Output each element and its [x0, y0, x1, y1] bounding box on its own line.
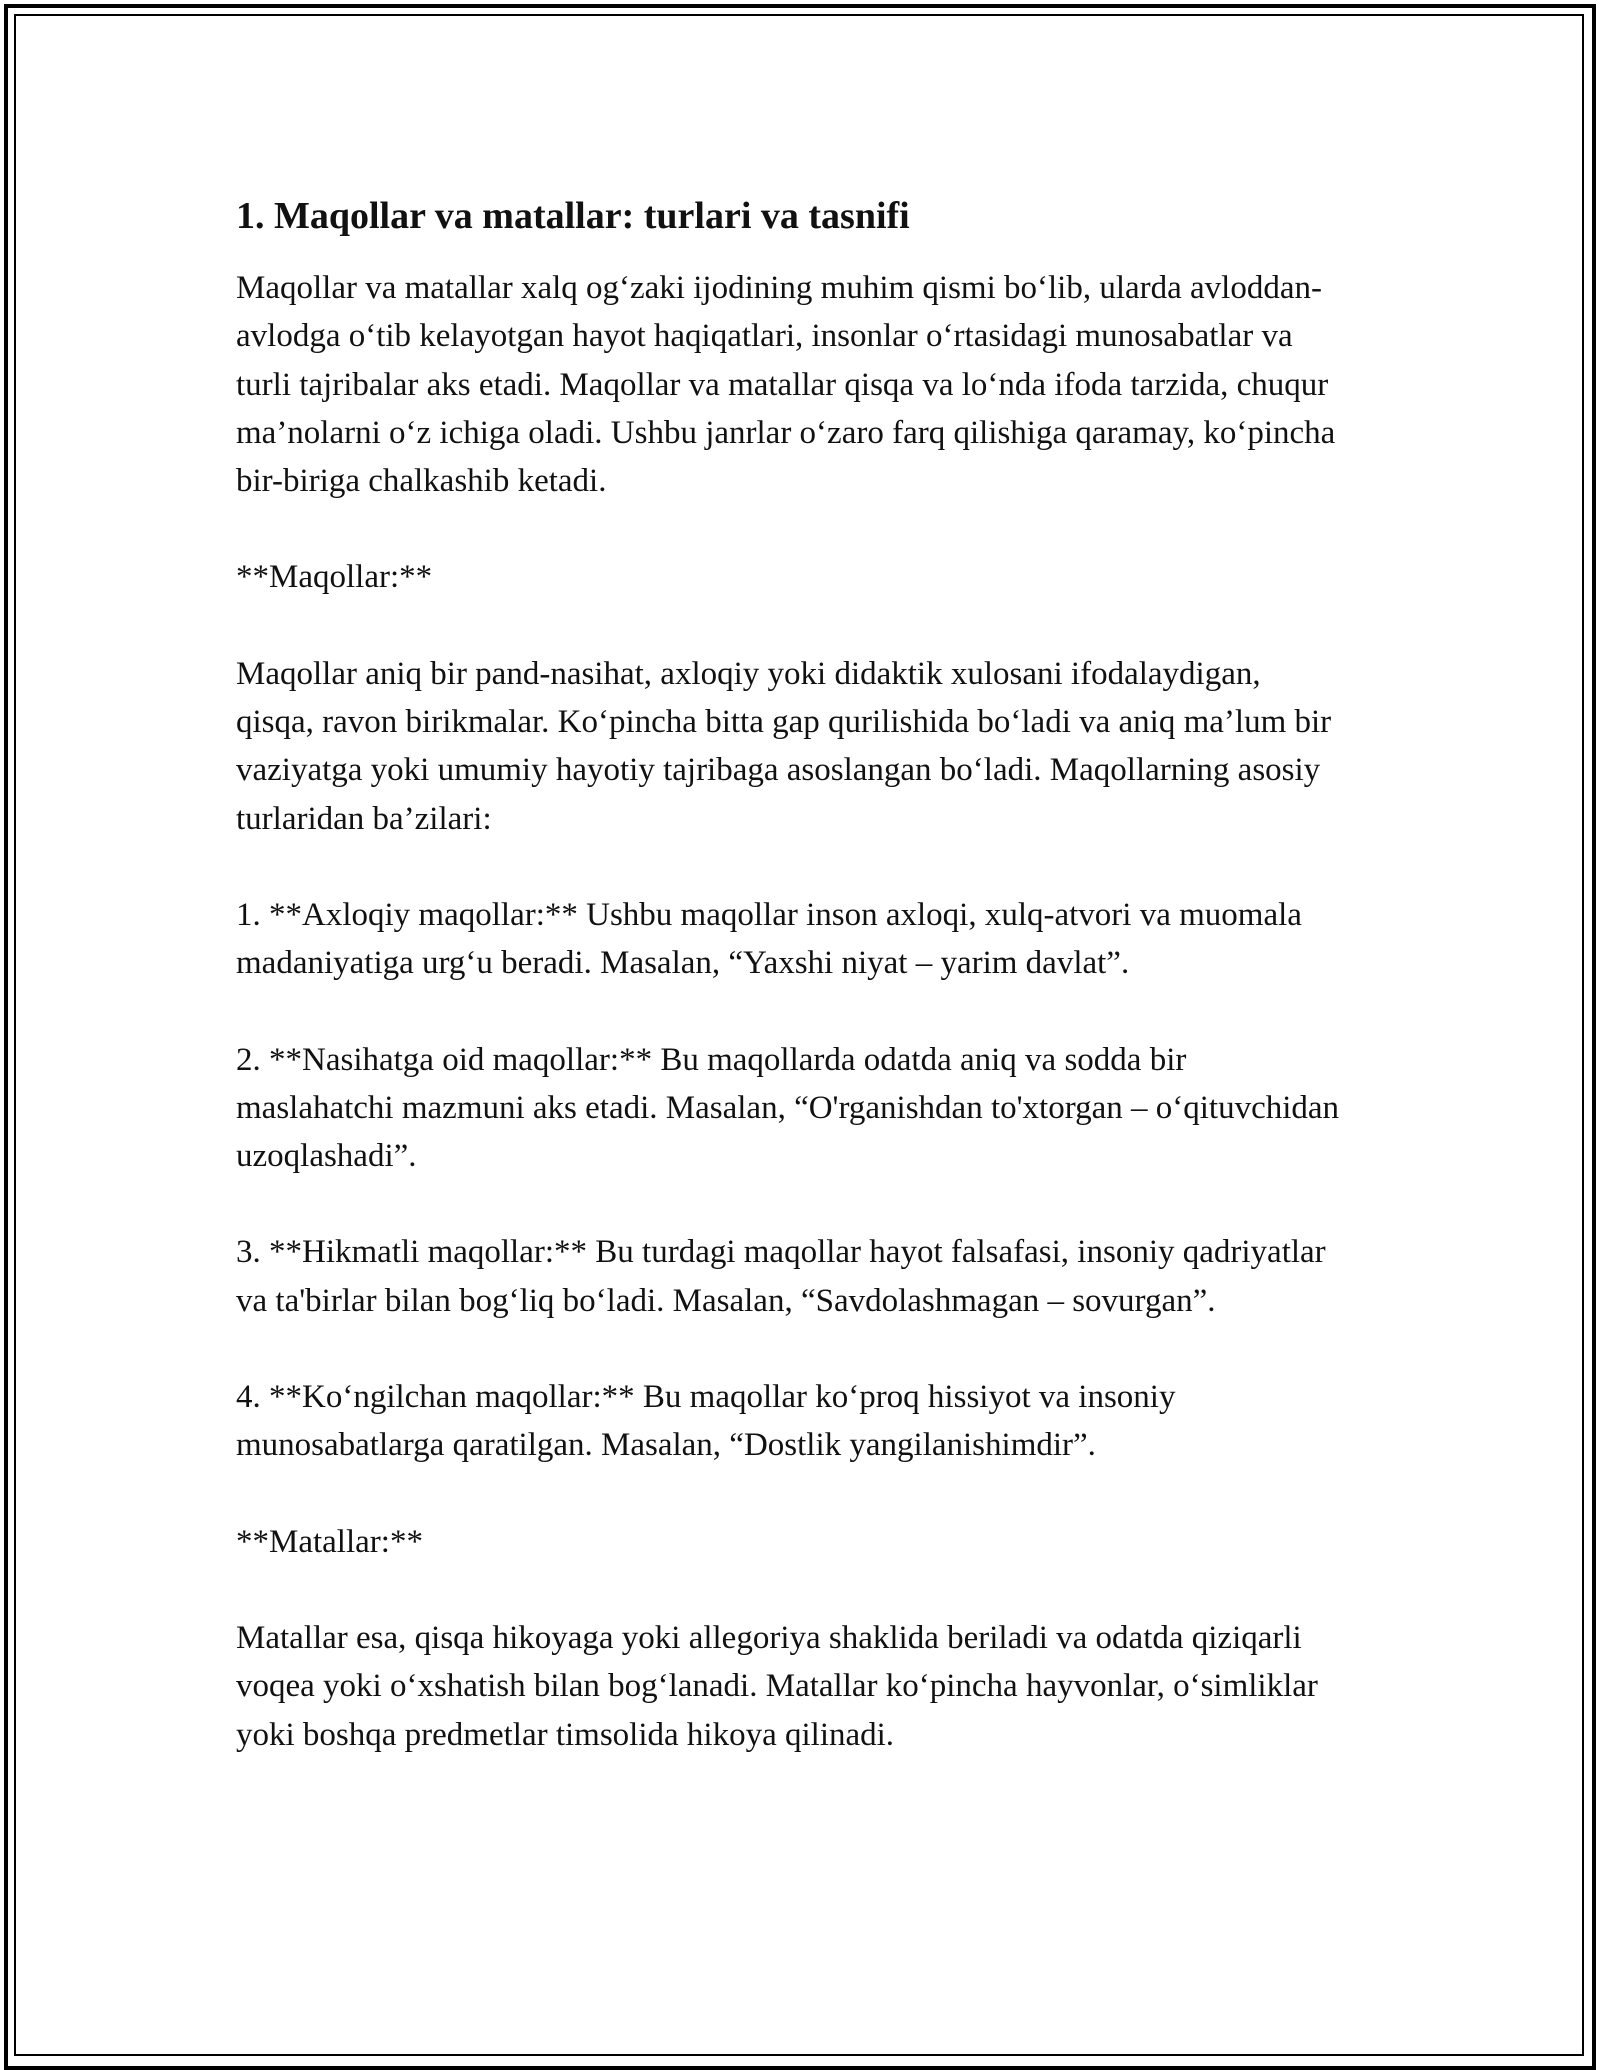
list-item-kongilchan: 4. **Ko‘ngilchan maqollar:** Bu maqollar ko‘proq hissiyot va insoniy munosabatlarga qaratilgan. Masalan, “Dostlik yangilanishimdir”.	[236, 1379, 1176, 1464]
maqollar-heading: **Maqollar:**	[236, 559, 433, 596]
matallar-heading: **Matallar:**	[236, 1523, 423, 1560]
list-item-nasihat: 2. **Nasihatga oid maqollar:** Bu maqollarda odatda aniq va sodda bir maslahatchi mazmuni aks etadi. Masalan, “O'rganishdan to'xtorgan – o‘qituvchidan uzoqlashadi”.	[236, 1041, 1340, 1175]
list-item-hikmatli: 3. **Hikmatli maqollar:** Bu turdagi maqollar hayot falsafasi, insoniy qadriyatlar va ta'birlar bilan bog‘liq bo‘ladi. Masalan, “Savdolashmagan – sovurgan”.	[236, 1234, 1326, 1319]
intro-paragraph: Maqollar va matallar xalq og‘zaki ijodining muhim qismi bo‘lib, ularda avloddan-avlodga o‘tib kelayotgan hayot haqiqatlari, insonlar o‘rtasidagi munosabatlar va turli tajribalar aks etadi. Maqollar va matallar qisqa va lo‘nda ifoda tarzida, chuqur ma’nolarni o‘z ichiga oladi. Ushbu janrlar o‘zaro farq qilishiga qaramay, ko‘pincha bir-biriga chalkashib ketadi.	[236, 270, 1336, 500]
maqollar-intro-paragraph: Maqollar aniq bir pand-nasihat, axloqiy yoki didaktik xulosani ifodalaydigan, qisqa, ravon birikmalar. Ko‘pincha bitta gap qurilishida bo‘ladi va aniq ma’lum bir vaziyatga yoki umumiy hayotiy tajribaga asoslangan bo‘ladi. Maqollarning asosiy turlaridan ba’zilari:	[236, 655, 1332, 837]
document-body	[236, 188, 1346, 1759]
section-title: 1. Maqollar va matallar: turlari va tasnifi	[236, 195, 910, 237]
matallar-intro-paragraph: Matallar esa, qisqa hikoyaga yoki allegoriya shaklida beriladi va odatda qiziqarli voqea yoki o‘xshatish bilan bog‘lanadi. Matallar ko‘pincha hayvonlar, o‘simliklar yoki boshqa predmetlar timsolida hikoya qilinadi.	[236, 1619, 1318, 1753]
list-item-axloqiy: 1. **Axloqiy maqollar:** Ushbu maqollar inson axloqi, xulq-atvori va muomala madaniyatiga urg‘u beradi. Masalan, “Yaxshi niyat – yarim davlat”.	[236, 896, 1302, 982]
